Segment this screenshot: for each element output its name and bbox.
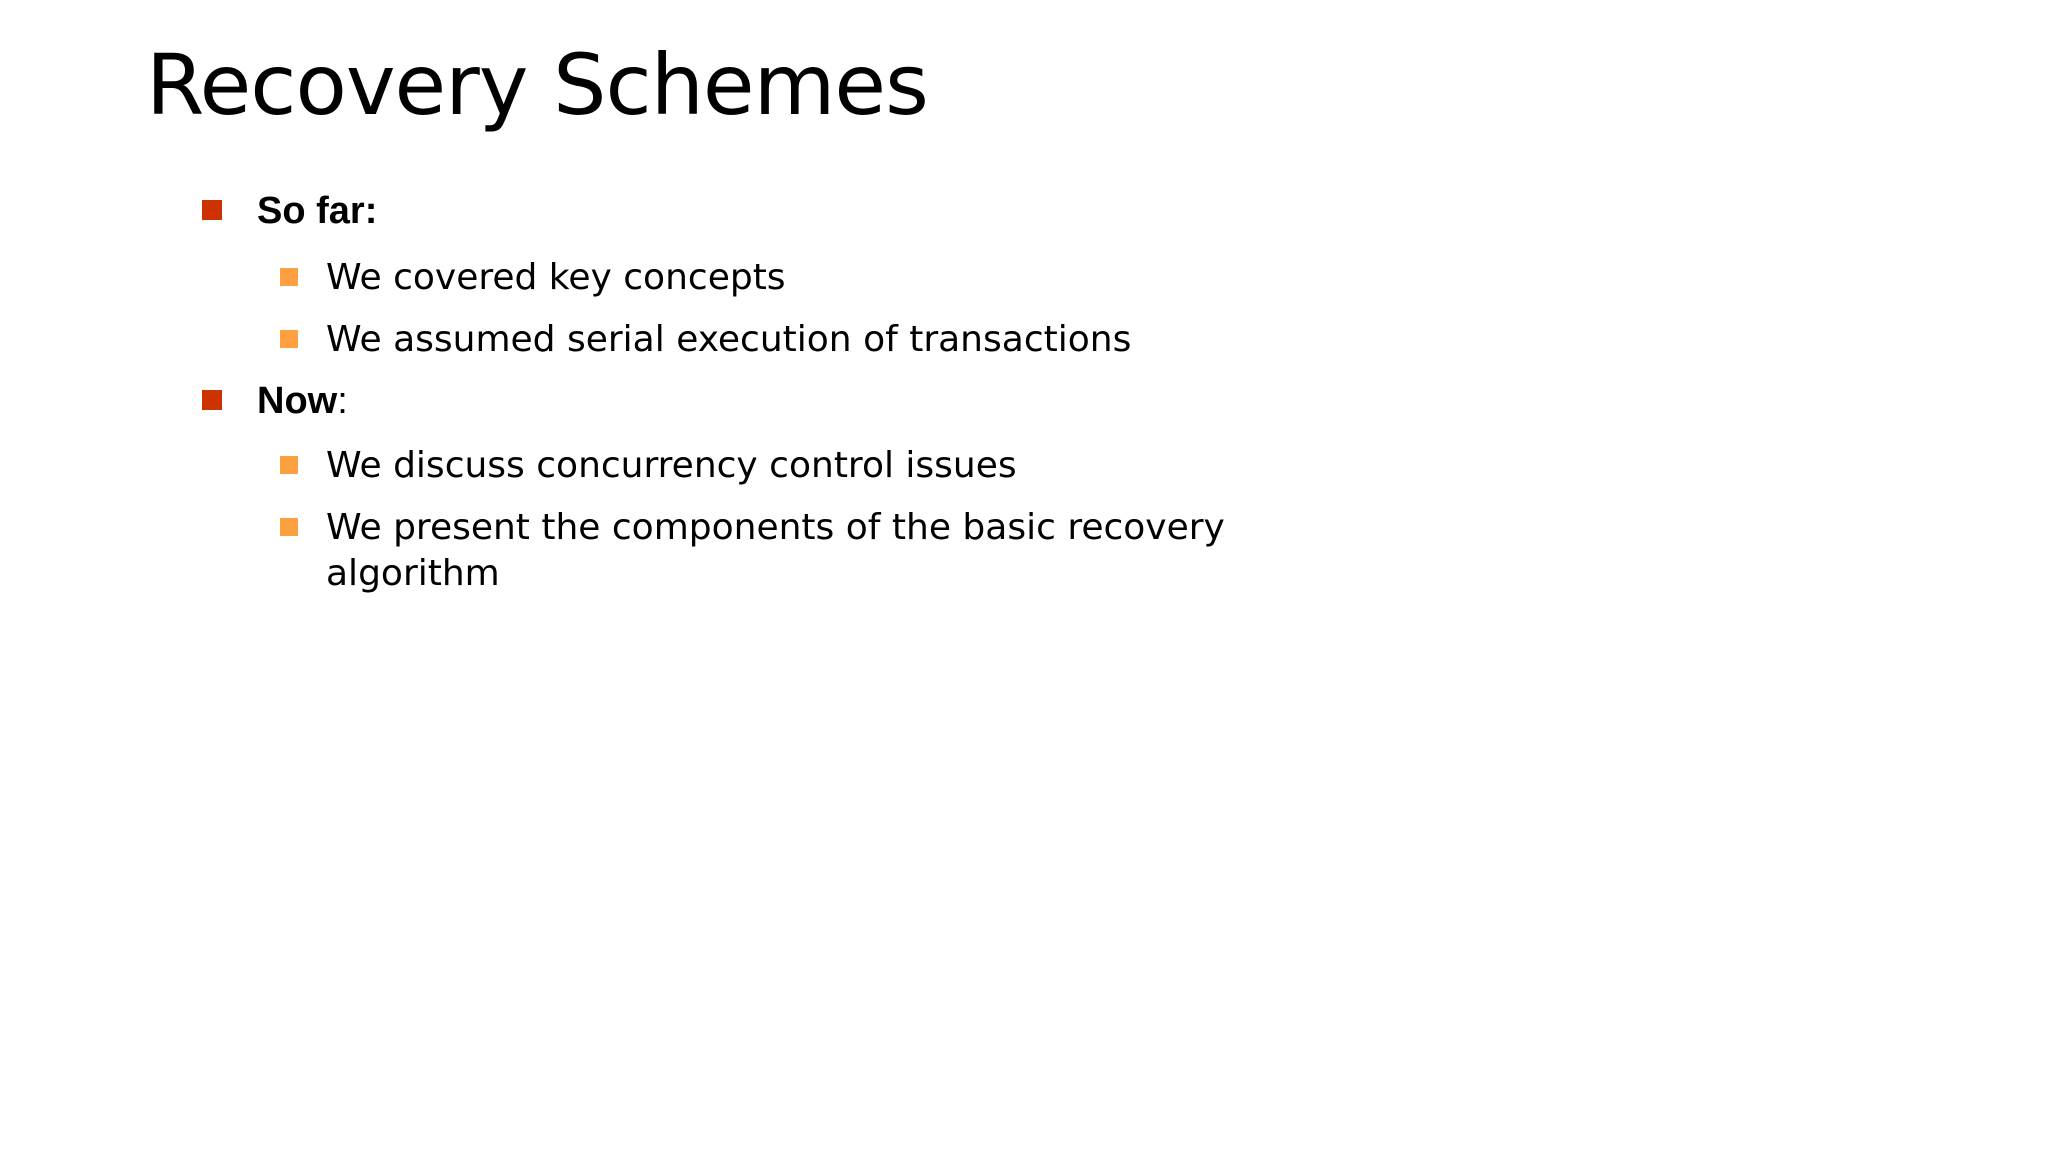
square-bullet-icon: [202, 390, 222, 410]
bullet-label-bold: So far:: [257, 190, 378, 232]
sub-bullet-text: We covered key concepts: [326, 257, 786, 298]
bullet-label: [257, 188, 377, 234]
sub-bullet-text: We assumed serial execution of transactions: [326, 319, 1132, 360]
square-bullet-icon: [280, 268, 298, 286]
bullet-label-suffix: :: [337, 380, 348, 422]
bullet-label: [257, 378, 348, 424]
slide-title: Recovery Schemes: [146, 36, 928, 134]
square-bullet-icon: [202, 200, 222, 220]
sub-bullet-text: We present the components of the basic recovery: [326, 507, 1225, 548]
bullet-label-bold: Now: [257, 380, 338, 422]
sub-bullet-text: We discuss concurrency control issues: [326, 445, 1017, 486]
sub-bullet-text: algorithm: [326, 553, 500, 594]
square-bullet-icon: [280, 330, 298, 348]
square-bullet-icon: [280, 518, 298, 536]
square-bullet-icon: [280, 456, 298, 474]
